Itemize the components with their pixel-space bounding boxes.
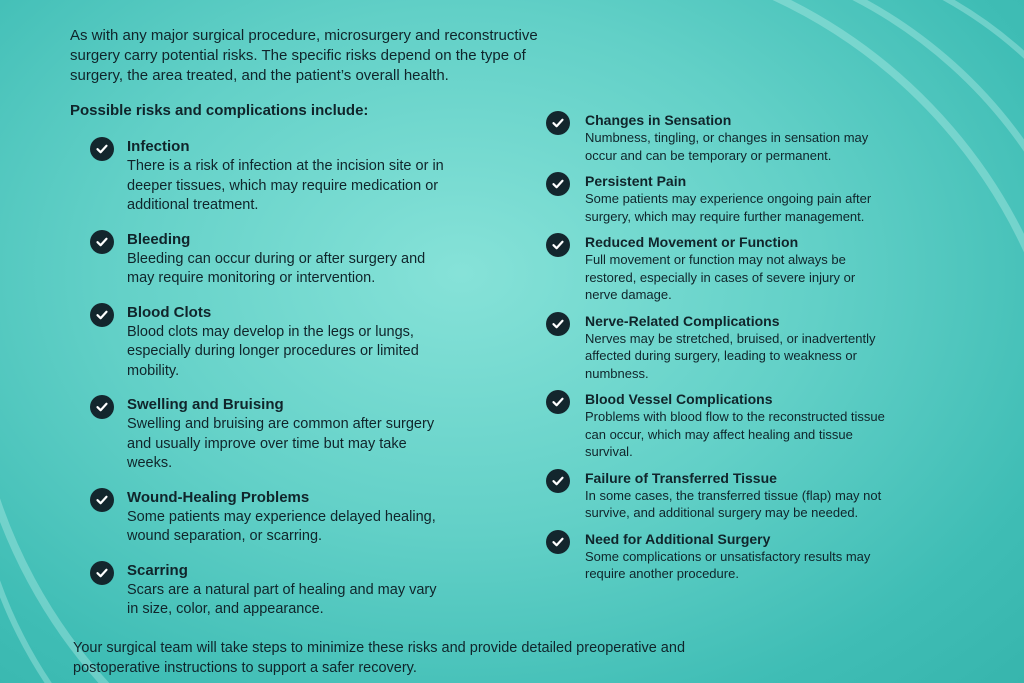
risk-title: Scarring <box>127 561 188 579</box>
risk-title: Need for Additional Surgery <box>585 530 771 547</box>
list-item <box>90 230 450 289</box>
risk-title: Infection <box>127 138 190 155</box>
risk-title: Wound-Healing Problems <box>127 488 310 506</box>
check-circle-icon <box>546 312 570 336</box>
risk-description: Bleeding can occur during or after surgery and may require monitoring or intervention. <box>127 250 426 286</box>
check-circle-icon <box>546 390 570 414</box>
check-circle-icon <box>90 137 114 161</box>
risk-description: Blood clots may develop in the legs or lungs, especially during longer procedures or limited mobility. <box>127 323 419 379</box>
list-item <box>546 469 886 522</box>
risk-description: Some patients may experience delayed healing, wound separation, or scarring. <box>127 508 436 544</box>
closing-paragraph: Your surgical team will take steps to minimize these risks and provide detailed preoperative and postoperative instructions to support a safer recovery. <box>73 640 686 676</box>
list-item <box>546 233 886 304</box>
check-circle-icon <box>546 172 570 196</box>
check-circle-icon <box>90 395 114 419</box>
risk-description: Nerves may be stretched, bruised, or inadvertently affected during surgery, leading to weakness or numbness. <box>585 330 876 381</box>
check-circle-icon <box>90 230 114 254</box>
risk-description: Full movement or function may not always be restored, especially in cases of severe injury or nerve damage. <box>585 252 856 302</box>
list-item <box>90 395 450 474</box>
risk-title: Blood Clots <box>127 303 212 321</box>
risk-description: Scars are a natural part of healing and may vary in size, color, and appearance. <box>127 581 437 617</box>
list-item <box>90 488 450 547</box>
risk-description: Swelling and bruising are common after surgery and usually improve over time but may take weeks. <box>127 416 435 471</box>
list-item <box>546 172 886 225</box>
risk-list-right <box>546 111 886 591</box>
check-circle-icon <box>90 561 114 585</box>
list-item <box>546 111 886 164</box>
risk-title: Failure of Transferred Tissue <box>585 469 777 486</box>
risk-description: Some patients may experience ongoing pain after surgery, which may require further management. <box>585 191 872 224</box>
list-item <box>90 561 450 620</box>
risk-description: Problems with blood flow to the reconstructed tissue can occur, which may affect healing and tissue survival. <box>585 409 885 459</box>
risk-description: In some cases, the transferred tissue (flap) may not survive, and additional surgery may be needed. <box>585 487 882 520</box>
check-circle-icon <box>90 488 114 512</box>
list-item <box>90 303 450 382</box>
risk-description: There is a risk of infection at the incision site or in deeper tissues, which may require medication or additional treatment. <box>127 158 444 213</box>
risk-title: Reduced Movement or Function <box>585 234 799 250</box>
list-item <box>546 530 886 583</box>
risk-title: Blood Vessel Complications <box>585 391 773 407</box>
risks-heading: Possible risks and complications include: <box>70 102 369 119</box>
risk-title: Swelling and Bruising <box>127 396 284 413</box>
check-circle-icon <box>546 469 570 493</box>
check-circle-icon <box>546 530 570 554</box>
list-item <box>546 390 886 461</box>
risk-title: Nerve-Related Complications <box>585 312 780 329</box>
risk-title: Persistent Pain <box>585 173 687 189</box>
risk-description: Some complications or unsatisfactory results may require another procedure. <box>585 548 871 581</box>
risk-description: Numbness, tingling, or changes in sensation may occur and can be temporary or permanent. <box>585 130 869 163</box>
risk-title: Changes in Sensation <box>585 112 732 128</box>
risk-list-left <box>90 137 450 634</box>
list-item <box>546 312 886 383</box>
check-circle-icon <box>546 111 570 135</box>
check-circle-icon <box>90 303 114 327</box>
risk-title: Bleeding <box>127 230 191 248</box>
list-item <box>90 137 450 216</box>
check-circle-icon <box>546 233 570 257</box>
intro-paragraph: As with any major surgical procedure, microsurgery and reconstructive surgery carry potential risks. The specific risks depend on the type of surgery, the area treated, and the patient’s overall health. <box>70 27 538 84</box>
